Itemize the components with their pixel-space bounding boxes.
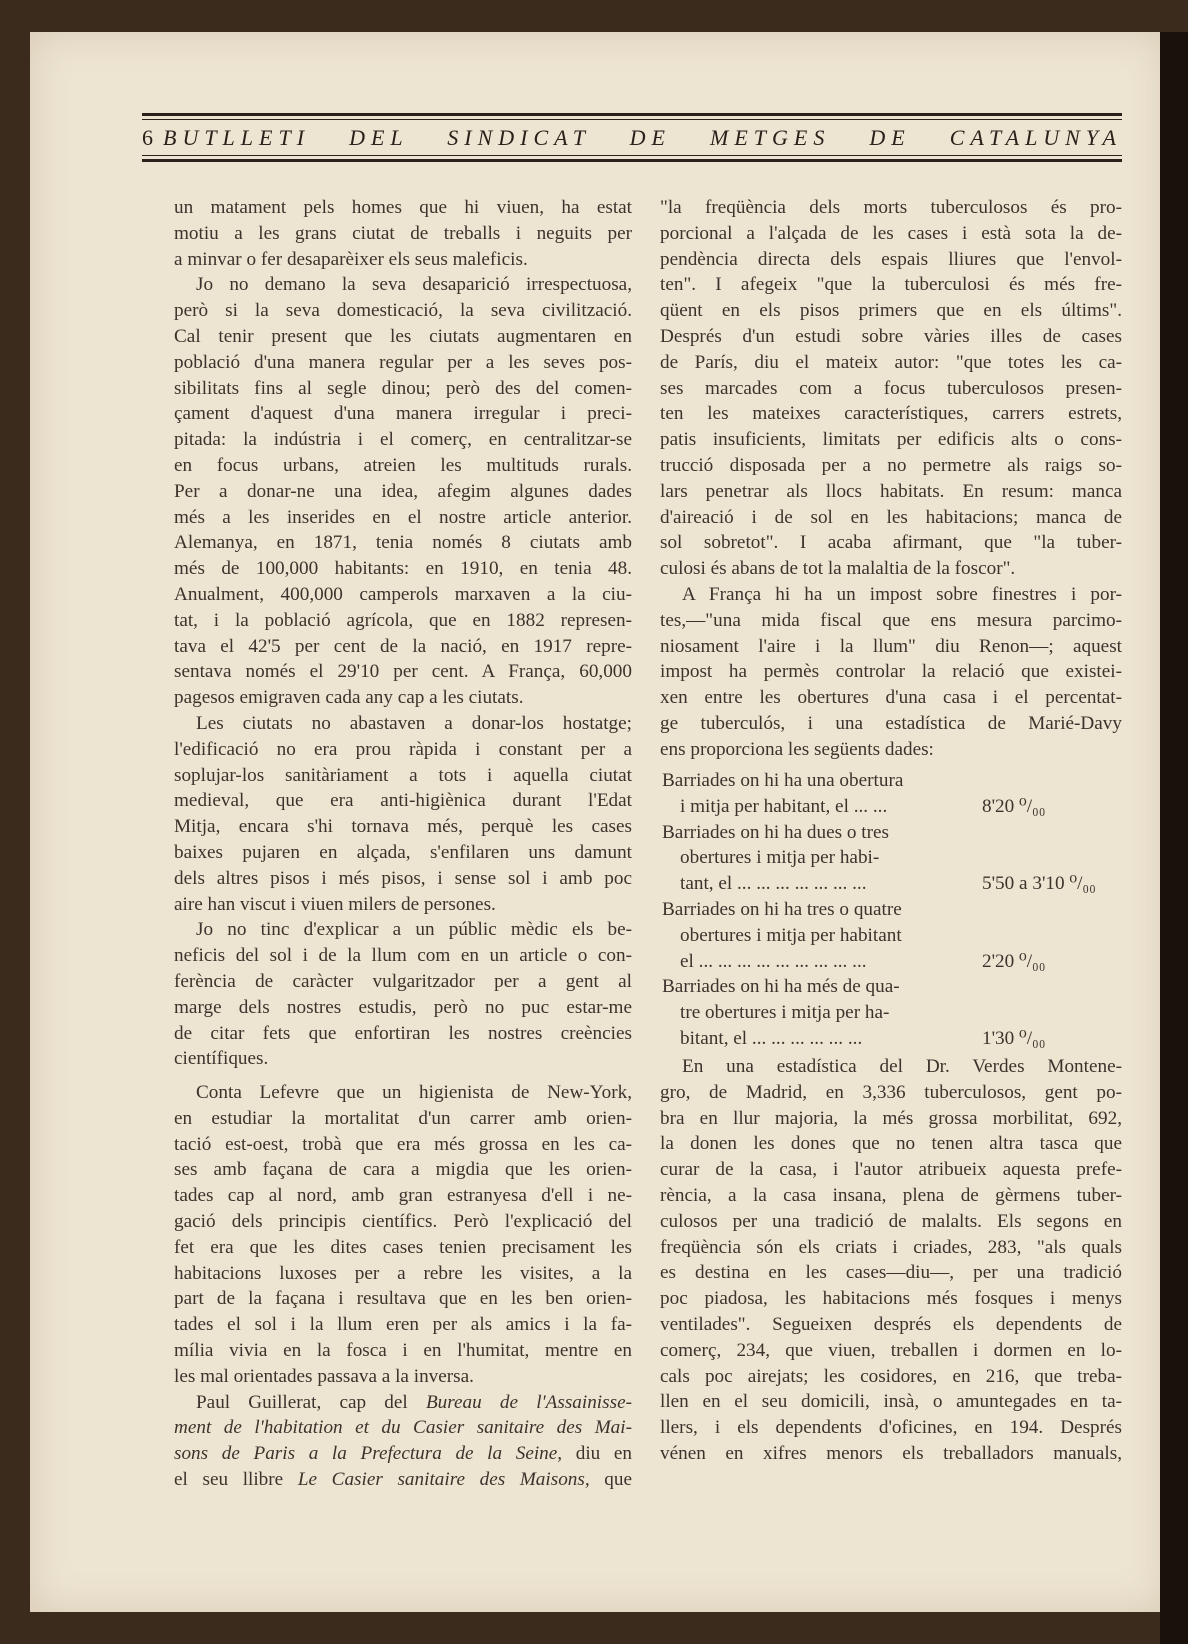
text-line [660,608,1122,634]
text-line [174,1441,632,1467]
line-italic: Le Casier sanitaire des Maisons, [297,1469,590,1491]
line-text: part de la façana i resultava que en les ben orien- [174,1288,632,1310]
row-label: el ... ... ... ... ... ... ... ... ... [680,950,867,972]
line-text: llen en el seu domicili, insà, o amuntegades en ta- [660,1391,1122,1413]
row-value: 2'20 ⁰/₀₀ [982,950,1046,972]
text-line [174,866,632,892]
line-text: pendència directa dels espais lliures que l'envol- [660,248,1122,270]
line-text: d'aireació i de sol en les habitacions; manca de [660,506,1122,528]
table-row [662,845,1082,871]
statistics-table [662,768,1096,1052]
line-text: sibilitats fins al segle dinou; però des del comen- [174,377,632,399]
line-text: gació dels principis científics. Però l'explicació del [174,1211,632,1233]
text-line [174,1183,632,1209]
line-text: el seu llibre [174,1469,298,1491]
line-text: fet era que les dites cases tenien precisament les [174,1236,632,1258]
text-line [660,659,1122,685]
text-line [174,530,632,556]
text-line [660,711,1122,737]
row-label: obertures i mitja per habitant [680,924,902,946]
line-text: habitacions luxoses per a rebre les visites, a la [174,1262,632,1284]
line-text: tat, i la població agrícola, que en 1882 represen- [174,609,632,631]
text-line [174,1106,632,1132]
text-line [174,917,632,943]
line-text: trucció disposada per a no permetre als raigs so- [660,454,1122,476]
row-label: i mitja per habitant, el ... ... [680,795,888,817]
row-label: tre obertures i mitja per ha- [680,1002,890,1024]
line-text: sol sobretot". I acaba afirmant, que "la tuber- [660,532,1122,554]
line-text-tail: diu en [562,1443,632,1465]
row-label: Barriades on hi ha tres o quatre [662,898,902,920]
text-line [174,247,632,273]
text-line [660,1054,1122,1080]
line-text: es destina en les cases—diu—, per una tradició [660,1262,1122,1284]
text-line [174,1415,632,1441]
line-text: culosi és abans de tot la malaltia de la foscor". [660,558,1016,580]
row-label: Barriades on hi ha dues o tres [662,821,889,843]
line-text: impost ha permès controlar la relació que existei- [660,661,1122,683]
text-line [660,1260,1122,1286]
text-line [174,324,632,350]
text-line [174,1312,632,1338]
line-italic: Bureau de l'Assainisse- [425,1391,632,1413]
line-italic: sons de Paris a la Prefectura de la Seine, [174,1443,563,1465]
text-line [660,376,1122,402]
text-line [174,350,632,376]
line-text: Paul Guillerat, cap del [196,1391,426,1413]
text-line [174,1338,632,1364]
text-line [660,1441,1122,1467]
line-text: tava el 42'5 per cent de la nació, en 1917 repre- [174,635,632,657]
line-text: ses marcades com a focus tuberculosos presen- [660,377,1122,399]
line-text-tail: que [589,1469,632,1491]
text-line [660,247,1122,273]
line-text: xen entre les obertures d'una casa i el percentat- [660,687,1122,709]
text-line [660,1286,1122,1312]
table-row [662,923,1082,949]
header-line [142,123,1122,153]
line-text: comerç, 234, que viuen, treballen i dormen en lo- [660,1339,1122,1361]
table-row [662,1000,1082,1026]
text-line [174,1080,632,1106]
text-line [660,634,1122,660]
text-line [660,1338,1122,1364]
text-line [174,737,632,763]
line-text: ses amb façana de cara a migdia que les orien- [174,1159,632,1181]
line-text: freqüència són els criats i criades, 283, "als quals [660,1236,1122,1258]
text-line [660,221,1122,247]
text-line [174,788,632,814]
text-line [660,1080,1122,1106]
binding-edge [1160,32,1188,1644]
text-line [174,1286,632,1312]
row-value: 1'30 ⁰/₀₀ [982,1027,1046,1049]
line-text: llers, i els dependents d'oficines, en 194. Després [660,1417,1122,1439]
header-rule-top [142,113,1122,116]
text-line [174,1390,632,1416]
text-line [660,1235,1122,1261]
text-line [660,1106,1122,1132]
page-number: 6 [142,125,153,150]
table-row [662,794,1082,820]
text-line [660,1389,1122,1415]
text-line [660,505,1122,531]
line-text: població d'una manera regular per a les seves pos- [174,351,632,373]
text-line [174,221,632,247]
line-text: poc piadosa, les habitacions més fosques i menys [660,1288,1122,1310]
line-text: un matament pels homes que hi viuen, ha estat [174,197,632,218]
line-text: çament d'aquest d'una manera irregular i preci- [174,403,632,425]
line-text: més de 100,000 habitants: en 1910, en tenia 48. [174,558,632,580]
line-text: medieval, que era anti-higiènica durant l'Edat [174,790,632,812]
line-text: tades el sol i la llum eren per als amics i la fa- [174,1314,632,1336]
line-text: ge tuberculós, i una estadística de Marié-Davy [660,712,1122,734]
row-label: bitant, el ... ... ... ... ... ... [680,1027,863,1049]
text-line [660,324,1122,350]
text-line [174,892,632,918]
line-text: pitada: la indústria i el comerç, en centralitzar-se [174,429,632,451]
line-text: Mitja, encara s'hi tornava més, perquè les cases [174,816,632,838]
text-line [660,685,1122,711]
text-line [174,1021,632,1047]
line-text: de París, diu el mateix autor: "que totes les ca- [660,351,1122,373]
line-text: Jo no tinc d'explicar a un públic mèdic els be- [196,919,632,941]
text-line [174,634,632,660]
line-text: neficis del sol i de la llum com en un article o con- [174,945,632,967]
left-column [174,195,632,1493]
line-text: "la freqüència dels morts tuberculosos és pro- [660,197,1122,218]
table-row [662,897,1082,923]
text-line [174,505,632,531]
line-text: qüent en els pisos primers que en els últims". [660,300,1122,322]
text-line [660,401,1122,427]
text-line [660,479,1122,505]
line-text: les mal orientades passava a la inversa. [174,1365,474,1387]
text-line [660,1209,1122,1235]
text-line [174,272,632,298]
line-text: curar de la casa, i l'autor atribueix aquesta prefe- [660,1159,1122,1181]
text-line [174,1235,632,1261]
text-line [660,453,1122,479]
text-line [174,376,632,402]
running-header [142,113,1122,165]
line-text: baixes pujaren en alçada, s'enfilaren uns damunt [174,841,632,863]
text-line [174,556,632,582]
line-text: A França hi ha un impost sobre finestres i por- [682,583,1122,605]
text-line [174,582,632,608]
line-text: Les ciutats no abastaven a donar-los hostatge; [196,712,632,734]
text-line [174,711,632,737]
line-text: rència, a la casa insana, plena de gèrmens tuber- [660,1184,1122,1206]
line-text: gro, de Madrid, en 3,336 tuberculosos, gent po- [660,1081,1122,1103]
line-text: Jo no demano la seva desaparició irrespectuosa, [196,274,632,296]
line-text: ventilades". Segueixen després els dependents de [660,1313,1122,1335]
line-text: més a les inserides en el nostre article anterior. [174,506,632,528]
line-text: de citar fets que enfortiran les nostres creències [174,1022,632,1044]
text-line [174,659,632,685]
line-text: cals poc airejats; les cosidores, en 216, que treba- [660,1365,1122,1387]
line-text: soplujar-los sanitàriament a tots i aquella ciutat [174,764,632,786]
text-line [660,427,1122,453]
text-line [174,814,632,840]
line-text: Després d'un estudi sobre vàries illes de cases [660,325,1122,347]
line-text: l'edificació no era prou ràpida i constant per a [174,738,632,760]
line-text: a minvar o fer desaparèixer els seus maleficis. [174,248,528,270]
table-row [662,871,1096,897]
line-text: mília vivia en la fosca i en l'humitat, mentre en [174,1340,632,1362]
text-line [174,1364,632,1390]
right-column-bottom [660,1054,1122,1467]
table-row [662,820,1082,846]
text-line [660,737,1122,763]
line-text: Anualment, 400,000 camperols marxaven a la ciu- [174,583,632,605]
line-text: Alemanya, en 1871, tenia només 8 ciutats amb [174,532,632,554]
text-line [660,195,1122,221]
header-rule-top-thin [142,119,1122,120]
line-text: vénen en xifres menors els treballadors manuals, [660,1442,1122,1464]
line-text: en estudiar la mortalitat d'un carrer amb orien- [174,1107,632,1129]
row-label: Barriades on hi ha més de qua- [662,976,900,998]
text-line [174,298,632,324]
text-line [174,1157,632,1183]
line-text: en focus urbans, atreien les multituds rurals. [174,454,632,476]
row-label: tant, el ... ... ... ... ... ... ... [680,873,867,895]
line-text: ferència de caràcter vulgaritzador per a gent al [174,970,632,992]
text-line [174,479,632,505]
table-row [662,1026,1082,1052]
line-text: lars penetrar als llocs habitats. En resum: manca [660,480,1122,502]
line-text: Conta Lefevre que un higienista de New-York, [196,1082,632,1104]
line-text: porcional a l'alçada de les cases i està sota la de- [660,222,1122,244]
row-value: 5'50 a 3'10 ⁰/₀₀ [982,873,1096,895]
line-text: bra en llur majoria, la més grossa morbilitat, 692, [660,1107,1122,1129]
text-line [174,1132,632,1158]
line-text: però si la seva domesticació, la seva civilització. [174,300,632,322]
text-line [660,1131,1122,1157]
text-line [174,1261,632,1287]
text-line [174,401,632,427]
text-line [174,763,632,789]
line-text: motiu a les grans ciutat de treballs i neguits per [174,222,632,244]
line-text: patis insuficients, limitats per edificis alts o cons- [660,429,1122,451]
table-row [662,949,1082,975]
line-text: ten". I afegeix "que la tuberculosi és més fre- [660,274,1122,296]
text-line [174,608,632,634]
line-text: aire han viscut i viuen milers de persones. [174,893,496,915]
text-line [174,1046,632,1072]
line-text: pagesos emigraven cada any cap a les ciutats. [174,687,524,709]
text-line [174,943,632,969]
line-text: niosament l'aire i la llum" diu Renon—; aquest [660,635,1122,657]
text-line [174,453,632,479]
line-text: Cal tenir present que les ciutats augmentaren en [174,325,632,347]
line-text: En una estadística del Dr. Verdes Montene- [682,1056,1122,1077]
line-text: tes,—"una mida fiscal que ens mesura parcimo- [660,609,1122,631]
text-line [660,582,1122,608]
text-line [660,530,1122,556]
line-italic: ment de l'habitation et du Casier sanitaire des Mai- [174,1417,632,1439]
line-text: tació est-oest, trobà que era més grossa en les ca- [174,1133,632,1155]
text-line [660,1157,1122,1183]
table-row [662,974,1082,1000]
text-line [660,298,1122,324]
header-rule-bottom [142,159,1122,162]
line-text: ens proporciona les següents dades: [660,738,934,760]
line-text: Per a donar-ne una idea, afegim algunes dades [174,480,632,502]
text-line [174,1209,632,1235]
text-line [174,840,632,866]
text-line [660,556,1122,582]
line-text: ten les mateixes característiques, carrers estrets, [660,403,1122,425]
line-text: la donen les dones que no tenen altra tasca que [660,1133,1122,1155]
text-line [660,272,1122,298]
row-value: 8'20 ⁰/₀₀ [982,795,1046,817]
text-line [660,350,1122,376]
row-label: Barriades on hi ha una obertura [662,770,904,791]
table-row [662,768,1082,794]
line-text: marge dels nostres estudis, però no puc estar-me [174,996,632,1018]
text-line [660,1415,1122,1441]
text-line [174,685,632,711]
text-line [174,427,632,453]
line-text: culosos per una tradició de malalts. Els segons en [660,1210,1122,1232]
line-text: sentava només el 29'10 per cent. A França, 60,000 [174,661,632,683]
text-line [660,1312,1122,1338]
row-label: obertures i mitja per habi- [680,847,880,869]
header-rule-bottom-thin [142,155,1122,156]
text-line [174,995,632,1021]
journal-title: BUTLLETI DEL SINDICAT DE METGES DE CATALUNYA [163,125,1122,150]
text-line [660,1183,1122,1209]
text-line [174,1467,632,1493]
line-text: tades cap al nord, amb gran estranyesa d'ell i ne- [174,1185,632,1207]
line-text: científiques. [174,1048,269,1070]
line-text: dels altres pisos i més pisos, i sense sol i amb poc [174,867,632,889]
text-line [660,1364,1122,1390]
text-line [174,195,632,221]
right-column-top [660,195,1122,763]
text-line [174,969,632,995]
